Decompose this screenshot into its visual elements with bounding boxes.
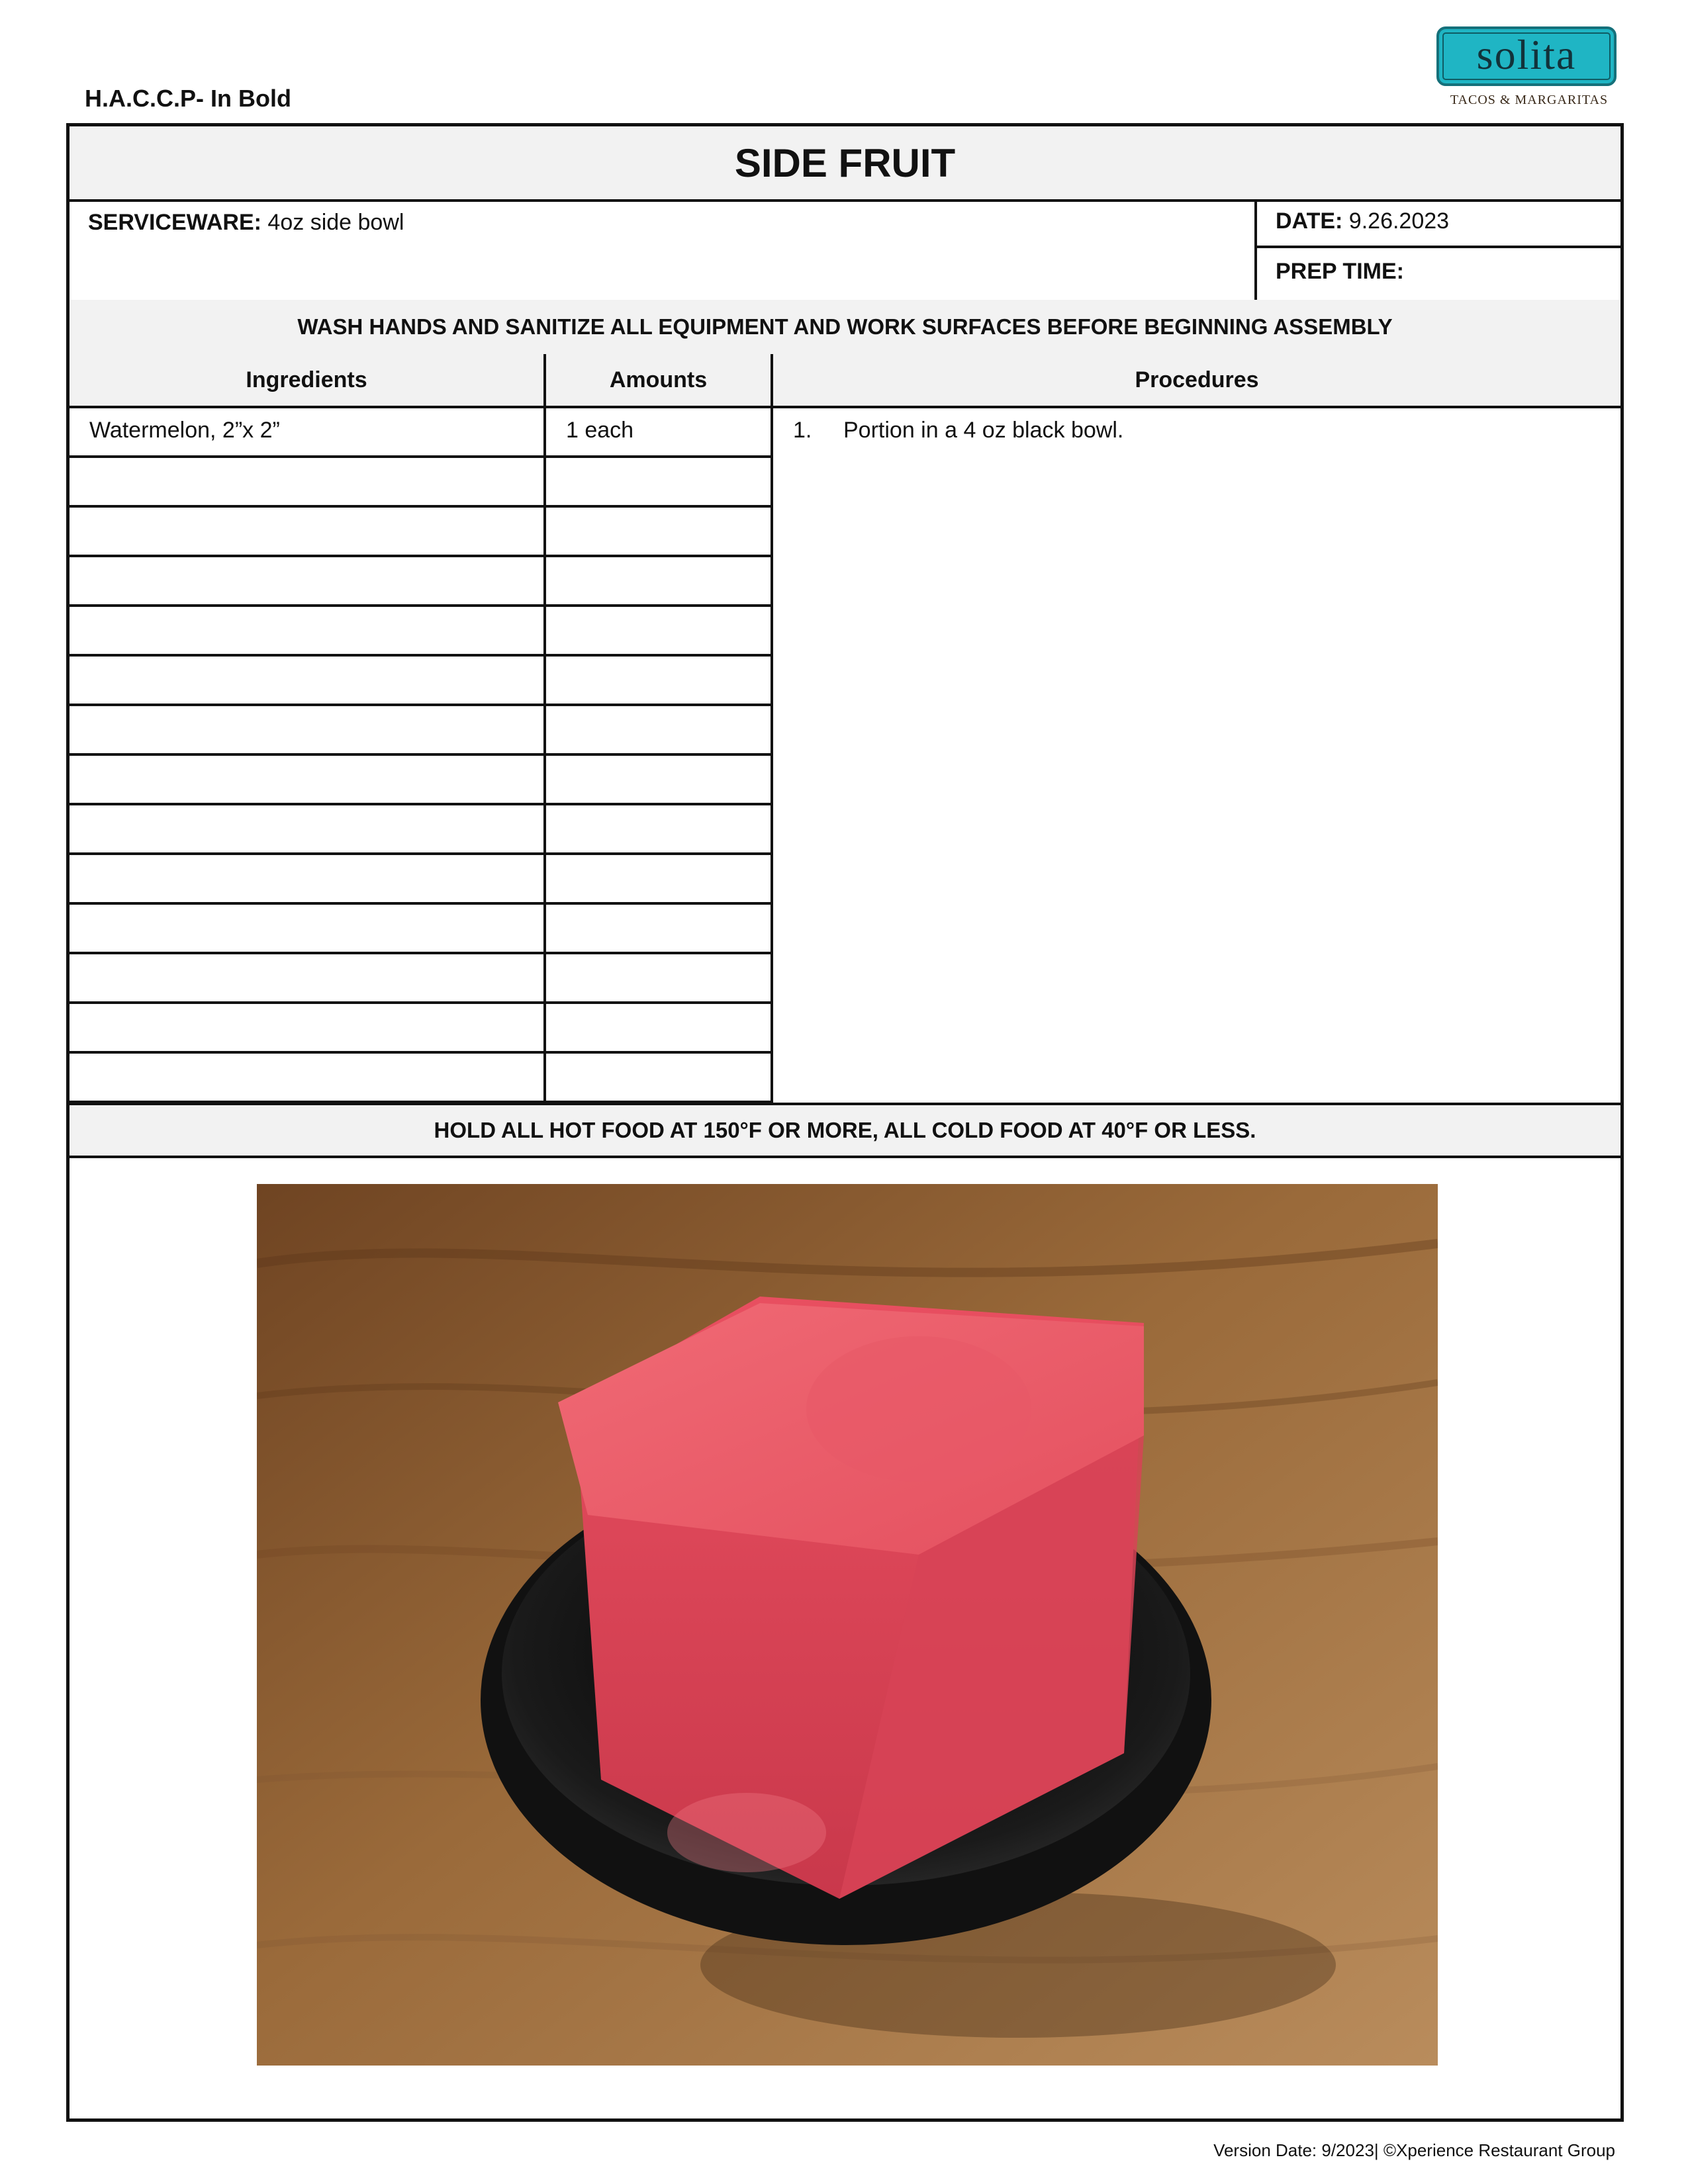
- ingredient-name-cell: [70, 657, 546, 704]
- ingredients-header: Ingredients: [70, 354, 546, 408]
- ingredient-table: [70, 408, 773, 1103]
- ingredient-name-cell: [70, 905, 546, 952]
- ingredient-row: [70, 1004, 773, 1054]
- version-footer: Version Date: 9/2023| ©Xperience Restaurant Group: [1213, 2140, 1615, 2160]
- ingredient-amount-cell: [546, 805, 773, 852]
- ingredient-name-cell: [70, 557, 546, 604]
- ingredient-amount-cell: [546, 508, 773, 555]
- watermelon-photo-illustration: [257, 1184, 1438, 2066]
- ingredient-amount-cell: [546, 557, 773, 604]
- date-label: DATE:: [1276, 208, 1343, 234]
- ingredient-name-cell: [70, 607, 546, 654]
- ingredient-row: [70, 756, 773, 805]
- wash-notice: WASH HANDS AND SANITIZE ALL EQUIPMENT AND WORK SURFACES BEFORE BEGINNING ASSEMBLY: [70, 300, 1620, 357]
- ingredient-name-cell: [70, 954, 546, 1001]
- ingredient-row: [70, 905, 773, 954]
- ingredient-row: [70, 706, 773, 756]
- meta-section: [70, 199, 1620, 302]
- ingredient-row: [70, 458, 773, 508]
- prep-time-label: PREP TIME:: [1276, 259, 1404, 284]
- ingredient-name-cell: [70, 1054, 546, 1101]
- procedures-cell: [773, 408, 1620, 1103]
- solita-logo: [1436, 26, 1622, 113]
- watermelon-photo: [257, 1184, 1438, 2066]
- date-cell: [1257, 199, 1620, 248]
- recipe-title: SIDE FRUIT: [70, 126, 1620, 202]
- ingredient-row: [70, 607, 773, 657]
- ingredient-amount-cell: 1 each: [546, 408, 773, 455]
- ingredient-row: [70, 954, 773, 1004]
- procedure-step-text: Portion in a 4 oz black bowl.: [843, 418, 1124, 443]
- procedure-step: [793, 418, 1601, 443]
- ingredient-amount-cell: [546, 657, 773, 704]
- ingredient-amount-cell: [546, 954, 773, 1001]
- procedures-header: Procedures: [773, 354, 1620, 408]
- ingredient-row: [70, 1054, 773, 1103]
- hold-notice: HOLD ALL HOT FOOD AT 150°F OR MORE, ALL COLD FOOD AT 40°F OR LESS.: [70, 1103, 1620, 1158]
- ingredient-amount-cell: [546, 756, 773, 803]
- ingredient-row: [70, 657, 773, 706]
- ingredient-amount-cell: [546, 905, 773, 952]
- ingredient-name-cell: Watermelon, 2”x 2”: [70, 408, 546, 455]
- ingredient-row: [70, 508, 773, 557]
- recipe-sheet: [66, 123, 1624, 2122]
- ingredient-row: [70, 805, 773, 855]
- logo-wordmark: solita: [1476, 31, 1577, 78]
- date-value: 9.26.2023: [1342, 208, 1450, 234]
- ingredient-name-cell: [70, 805, 546, 852]
- amounts-header: Amounts: [546, 354, 773, 408]
- ingredient-row: [70, 855, 773, 905]
- ingredient-row: [70, 408, 773, 458]
- logo-tagline: TACOS & MARGARITAS: [1450, 93, 1609, 107]
- procedure-step-number: 1.: [793, 418, 812, 443]
- ingredient-amount-cell: [546, 607, 773, 654]
- ingredient-name-cell: [70, 458, 546, 505]
- ingredient-name-cell: [70, 855, 546, 902]
- ingredient-amount-cell: [546, 855, 773, 902]
- ingredient-name-cell: [70, 1004, 546, 1051]
- ingredient-name-cell: [70, 508, 546, 555]
- ingredient-name-cell: [70, 756, 546, 803]
- ingredient-amount-cell: [546, 706, 773, 753]
- ingredient-amount-cell: [546, 1054, 773, 1101]
- ingredient-name-cell: [70, 706, 546, 753]
- ingredient-amount-cell: [546, 458, 773, 505]
- ingredient-amount-cell: [546, 1004, 773, 1051]
- ingredient-row: [70, 557, 773, 607]
- serviceware-cell: [70, 199, 1257, 300]
- haccp-note: H.A.C.C.P- In Bold: [85, 85, 291, 112]
- prep-time-cell: [1257, 250, 1620, 298]
- serviceware-value: 4oz side bowl: [261, 210, 404, 235]
- serviceware-label: SERVICEWARE:: [88, 210, 261, 235]
